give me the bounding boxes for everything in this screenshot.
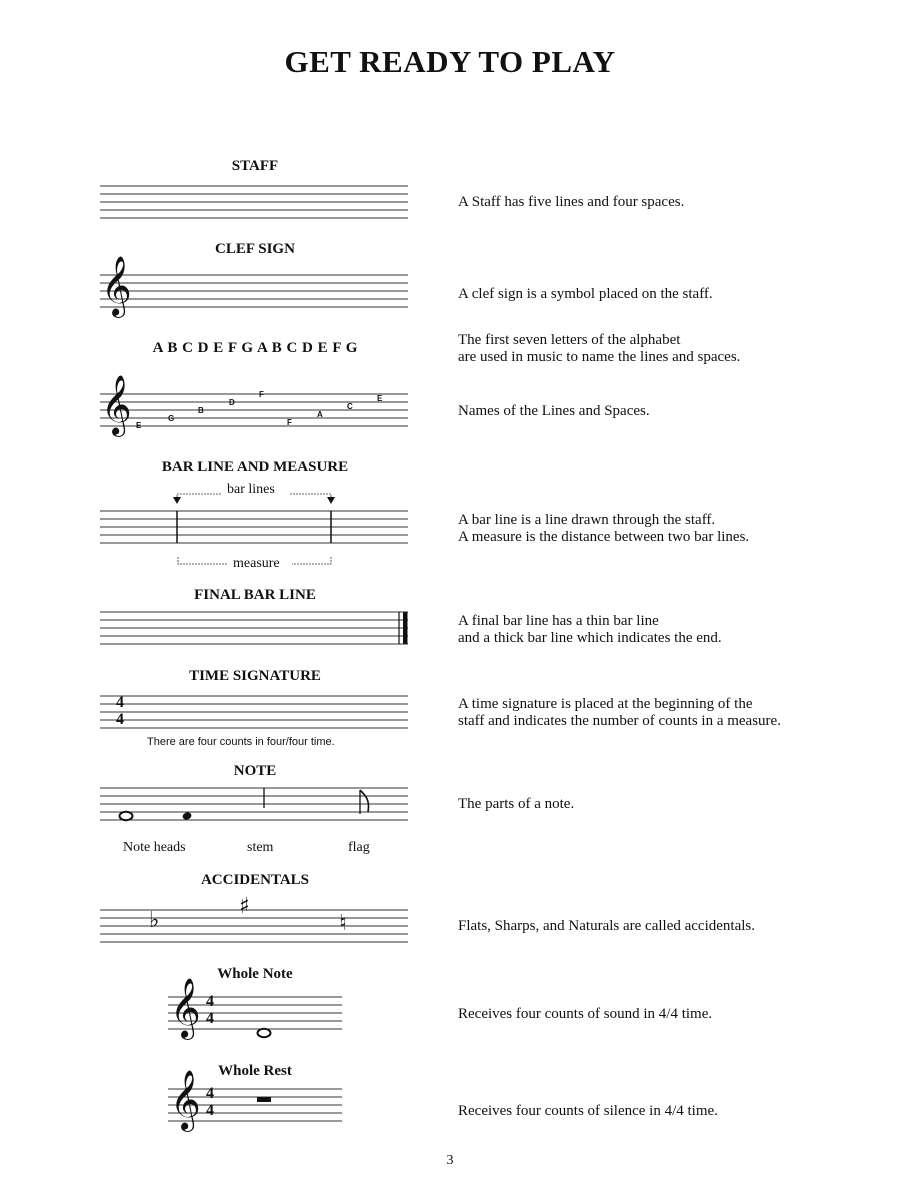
time-sig-denominator: 4 [206, 1102, 214, 1119]
note-letter: B [198, 406, 204, 415]
final-bar-staff [100, 612, 408, 644]
note-heads-caption: Note heads [123, 840, 186, 855]
time-signature-staff [100, 696, 408, 728]
measure-caption: measure [233, 556, 280, 571]
time-sig-numerator: 4 [116, 694, 124, 711]
note-letter: D [229, 398, 235, 407]
whole-note-icon [258, 1029, 271, 1037]
sharp-icon: ♯ [239, 894, 250, 919]
staff-lines [100, 186, 408, 218]
treble-clef-icon: 𝄞 [170, 978, 201, 1038]
final-bar-label: FINAL BAR LINE [194, 587, 316, 603]
time-signature-caption: There are four counts in four/four time. [147, 736, 335, 748]
flag-icon [360, 790, 369, 812]
bar-line-label: BAR LINE AND MEASURE [161, 459, 349, 475]
accidentals-description: Flats, Sharps, and Naturals are called accidentals. [458, 918, 755, 934]
note-letter: F [287, 418, 292, 427]
final-thick-bar [403, 612, 408, 644]
time-signature-description-line1: A time signature is placed at the beginning of the [458, 696, 753, 712]
alphabet-description-line1: The first seven letters of the alphabet [458, 332, 681, 348]
note-letter: C [347, 402, 353, 411]
clef-sign-label: CLEF SIGN [215, 241, 295, 257]
arrow-down-icon [327, 497, 335, 504]
note-label: NOTE [233, 763, 277, 779]
time-sig-numerator: 4 [206, 1085, 214, 1102]
bar-lines-caption: bar lines [227, 482, 275, 497]
arrow-down-icon [173, 497, 181, 504]
stem-caption: stem [247, 840, 274, 855]
note-letter: E [136, 421, 142, 430]
page-number: 3 [446, 1153, 454, 1168]
time-sig-numerator: 4 [206, 993, 214, 1010]
open-note-head [120, 812, 133, 820]
accidentals-label: ACCIDENTALS [200, 872, 310, 888]
whole-rest-description: Receives four counts of silence in 4/4 time. [458, 1103, 718, 1119]
natural-icon: ♮ [339, 911, 347, 936]
time-signature-label: TIME SIGNATURE [189, 668, 321, 684]
whole-rest-icon [257, 1097, 271, 1102]
filled-note-head [182, 811, 193, 821]
final-bar-description-line1: A final bar line has a thin bar line [458, 613, 659, 629]
note-letter: E [377, 394, 383, 403]
note-letter: F [259, 390, 264, 399]
note-staff [100, 788, 408, 821]
bar-line-description-line2: A measure is the distance between two bar lines. [458, 529, 750, 545]
final-bar-description-line2: and a thick bar line which indicates the end. [458, 630, 722, 646]
note-letter: A [317, 410, 323, 419]
time-signature-description-line2: staff and indicates the number of counts in a measure. [458, 713, 781, 729]
note-letter: G [168, 414, 175, 423]
bar-line-description-line1: A bar line is a line drawn through the staff. [458, 512, 716, 528]
treble-clef-icon: 𝄞 [101, 256, 132, 316]
time-sig-denominator: 4 [206, 1010, 214, 1027]
treble-clef-icon: 𝄞 [170, 1070, 201, 1130]
clef-staff-lines [100, 275, 408, 307]
time-sig-denominator: 4 [116, 711, 124, 728]
alphabet-description-line2: are used in music to name the lines and spaces. [458, 349, 741, 365]
clef-sign-description: A clef sign is a symbol placed on the staff. [458, 286, 713, 302]
flat-icon: ♭ [149, 908, 160, 933]
treble-clef-icon: 𝄞 [101, 375, 132, 435]
lines-spaces-staff [100, 394, 408, 426]
flag-caption: flag [348, 840, 370, 855]
whole-rest-label: Whole Rest [218, 1063, 292, 1079]
whole-note-label: Whole Note [217, 966, 293, 982]
bar-line-staff [100, 494, 408, 564]
staff-label: STAFF [231, 158, 279, 174]
lines-spaces-description: Names of the Lines and Spaces. [458, 403, 650, 419]
note-description: The parts of a note. [458, 796, 575, 812]
alphabet-letters: A B C D E F G A B C D E F G [152, 340, 358, 356]
accidentals-staff [100, 910, 408, 942]
page-title: GET READY TO PLAY [284, 44, 616, 79]
staff-description: A Staff has five lines and four spaces. [458, 194, 685, 210]
whole-note-description: Receives four counts of sound in 4/4 time. [458, 1006, 713, 1022]
